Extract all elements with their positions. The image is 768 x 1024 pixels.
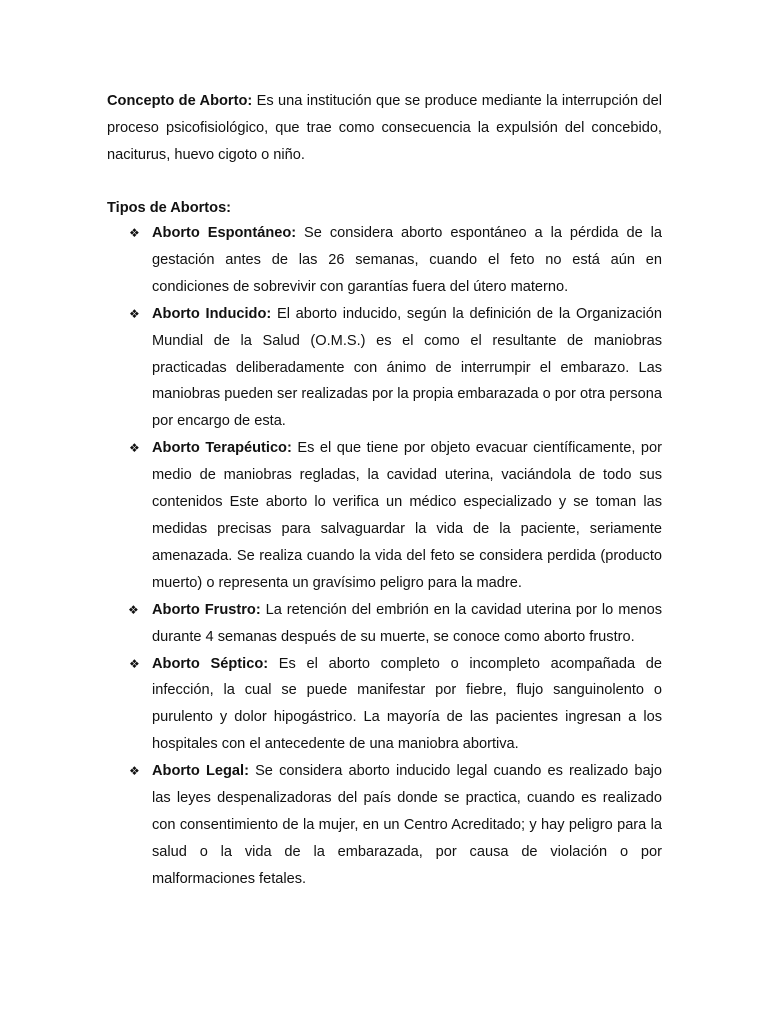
list-item bbox=[128, 597, 662, 651]
list-item-text: El aborto inducido, según la definición de la Organización Mundial de la Salud (O.M.S.) es el como el resultante de maniobras practicadas deliberadamente con ánimo de interrumpir el embarazo. Las maniobras pueden ser realizadas por la propia embarazada o por otra persona por encargo de esta. bbox=[152, 305, 662, 430]
list-item-term: Aborto Inducido: bbox=[152, 305, 272, 322]
list-item-term: Aborto Séptico: bbox=[152, 655, 269, 672]
diamond-dots-icon: ❖ bbox=[129, 656, 140, 671]
list-item-text: Es el que tiene por objeto evacuar científicamente, por medio de maniobras regladas, la cavidad uterina, vaciándola de todo sus contenidos Este aborto lo verifica un médico especializado y se toman las medidas precisas para salvaguardar la vida de la paciente, seriamente amenazada. Se realiza cuando la vida del feto se considera perdida (producto muerto) o representa un gravísimo peligro para la madre. bbox=[152, 440, 662, 591]
diamond-dots-icon: ❖ bbox=[128, 602, 139, 617]
diamond-dots-icon: ❖ bbox=[129, 306, 140, 321]
concepto-term: Concepto de Aborto: bbox=[107, 93, 253, 109]
list-item-text: Es el aborto completo o incompleto acompañada de infección, la cual se puede manifestar por fiebre, flujo sanguinolento o purulento y dolor hipogástrico. La mayoría de las pacientes ingresan a los hospitales con el antecedente de una maniobra abortiva. bbox=[152, 655, 662, 753]
list-item-term: Aborto Espontáneo: bbox=[152, 225, 297, 241]
list-item-term: Aborto Legal: bbox=[152, 763, 249, 780]
list-item-text: La retención del embrión en la cavidad uterina por lo menos durante 4 semanas después de su muerte, se conoce como aborto frustro. bbox=[152, 601, 662, 645]
diamond-dots-icon: ❖ bbox=[129, 764, 140, 779]
list-item-term: Aborto Frustro: bbox=[152, 601, 261, 618]
concepto-text: Es una institución que se produce mediante la interrupción del proceso psicofisiológico, que trae como consecuencia la expulsión del concebido, naciturus, huevo cigoto o niño. bbox=[107, 93, 662, 163]
concepto-paragraph bbox=[107, 88, 662, 169]
tipos-heading: Tipos de Abortos: bbox=[107, 200, 232, 216]
list-item bbox=[129, 220, 662, 301]
list-item-text: Se considera aborto espontáneo a la pérdida de la gestación antes de las 26 semanas, cuando el feto no está aún en condiciones de sobrevivir con garantías fuera del útero materno. bbox=[152, 225, 662, 295]
list-item-term: Aborto Terapéutico: bbox=[152, 440, 292, 457]
list-item bbox=[129, 301, 662, 436]
tipos-list bbox=[128, 220, 662, 893]
list-item-text: Se considera aborto inducido legal cuando es realizado bajo las leyes despenalizadoras del país donde se practica, cuando es realizado con consentimiento de la mujer, en un Centro Acreditado; y hay peligro para la salud o la vida de la embarazada, por causa de violación o por malformaciones fetales. bbox=[152, 763, 662, 887]
diamond-dots-icon: ❖ bbox=[129, 226, 140, 240]
list-item bbox=[129, 758, 662, 893]
list-item bbox=[129, 651, 662, 759]
diamond-dots-icon: ❖ bbox=[129, 441, 140, 456]
list-item bbox=[129, 435, 662, 596]
